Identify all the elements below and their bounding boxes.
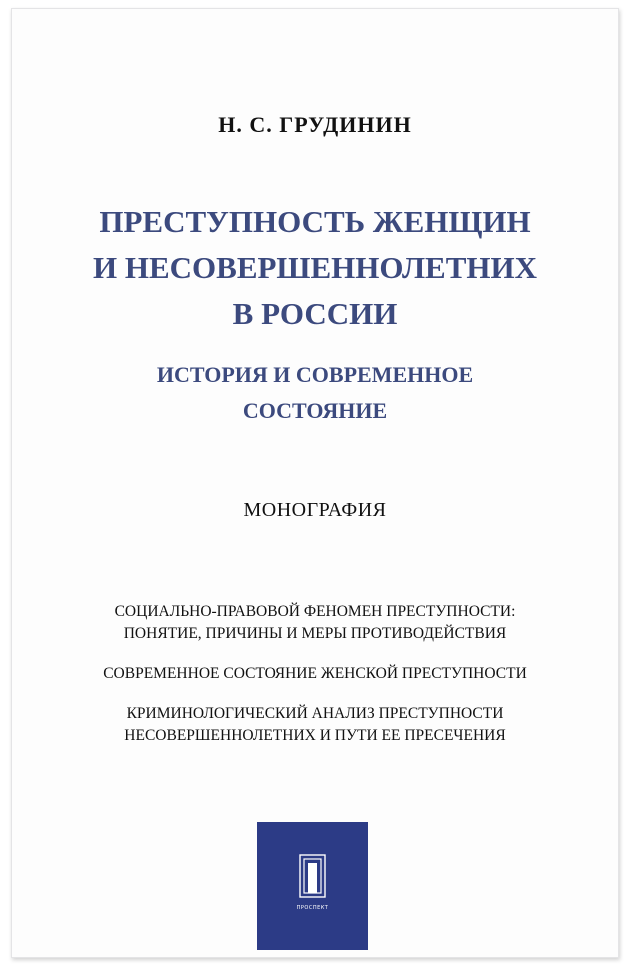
book-cover [11,8,619,958]
topic-line: ПОНЯТИЕ, ПРИЧИНЫ И МЕРЫ ПРОТИВОДЕЙСТВИЯ [123,625,507,642]
title-line: В РОССИИ [232,296,398,331]
topics-list [12,601,618,765]
topic-line: НЕСОВЕРШЕННОЛЕТНИХ И ПУТИ ЕЕ ПРЕСЕЧЕНИЯ [124,727,506,744]
topic-item [12,601,618,645]
topic-item [12,663,618,685]
book-subtitle [12,357,618,429]
genre-label: МОНОГРАФИЯ [243,499,387,521]
subtitle-line: СОСТОЯНИЕ [242,398,388,423]
topic-line: КРИМИНОЛОГИЧЕСКИЙ АНАЛИЗ ПРЕСТУПНОСТИ [126,705,504,722]
topic-line: СОВРЕМЕННОЕ СОСТОЯНИЕ ЖЕНСКОЙ ПРЕСТУПНОСТИ [103,665,527,682]
author-name: Н. С. ГРУДИНИН [218,112,412,137]
title-line: И НЕСОВЕРШЕННОЛЕТНИХ [92,250,538,285]
book-title [12,199,618,337]
publisher-logo-block [257,822,368,950]
subtitle-line: ИСТОРИЯ И СОВРЕМЕННОЕ [156,362,474,387]
title-line: ПРЕСТУПНОСТЬ ЖЕНЩИН [99,204,531,239]
publisher-arch-icon [299,854,326,898]
publisher-name: ПРОСПЕКТ [296,905,329,911]
topic-line: СОЦИАЛЬНО-ПРАВОВОЙ ФЕНОМЕН ПРЕСТУПНОСТИ: [114,603,516,620]
topic-item [12,703,618,747]
